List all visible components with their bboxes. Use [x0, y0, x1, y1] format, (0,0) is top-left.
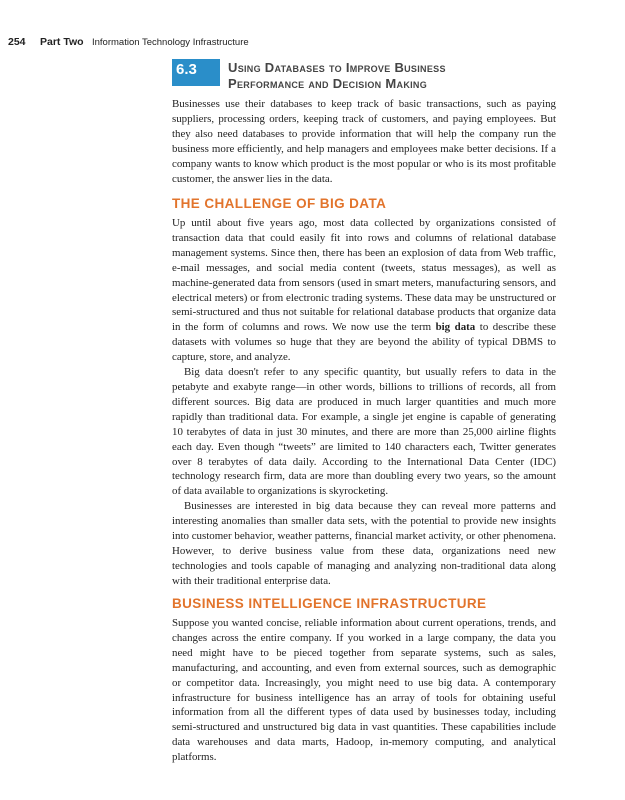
bi-paragraph-1: Suppose you wanted concise, reliable information about current operations, trends, and changes across the entire company. If you worked in a large company, the data you need might have to be pieced together from separate systems, such as sales, manufacturing, and accounting, and even from external sources, such as demographic or competitor data. Increasingly, you might need to use big data. A contemporary infrastructure for business intelligence has an array of tools for obtaining useful information from all the different types of data used by businesses today, including semi-structured and unstructured big data in vast quantities. These capabilities include data warehouses and data marts, Hadoop, in-memory computing, and analytical platforms. — [172, 617, 556, 764]
section-title-line-2: Performance and Decision Making — [228, 76, 428, 91]
page-number: 254 — [8, 36, 26, 48]
section-title — [228, 60, 548, 92]
section-number-badge: 6.3 — [172, 59, 220, 86]
section-title-line-1: Using Databases to Improve Business — [228, 60, 446, 75]
heading-bi-infrastructure: BUSINESS INTELLIGENCE INFRASTRUCTURE — [172, 596, 487, 611]
big-data-paragraph-2: Big data doesn't refer to any specific quantity, but usually refers to data in the petabyte and exabyte range—in other words, billions to trillions of records, all from different sources. Big data are produced in much larger quantities and much more rapidly than traditional data. For example, a single jet engine is capable of generating 10 terabytes of data in just 30 minutes, and there are more than 25,000 airline flights each day. Even though “tweets” are limited to 140 characters each, Twitter generates over 8 terabytes of data daily. According to the International Data Center (IDC) technology research firm, data are more than doubling every two years, so the amount of data available to organizations is skyrocketing. — [172, 366, 556, 498]
intro-paragraph — [172, 97, 556, 186]
key-term-big-data: big data — [435, 321, 476, 334]
big-data-p1-end: to describe these datasets with volumes so huge that they are beyond the ability of typical DBMS to capture, store, and analyze. — [172, 321, 556, 364]
bi-body — [172, 616, 556, 765]
intro-text: Businesses use their databases to keep track of basic transactions, such as paying suppliers, processing orders, keeping track of customers, and paying employees. But they also need databases to provide information that will help the company run the business more efficiently, and help managers and employees make better decisions. If a company wants to know which product is the most popular or who is its most profitable customer, the answer lies in the data. — [172, 98, 556, 185]
part-label: Part Two — [39, 36, 84, 48]
part-title: Information Technology Infrastructure — [92, 37, 249, 48]
big-data-paragraph-1 — [172, 216, 556, 365]
big-data-paragraph-3: Businesses are interested in big data because they can reveal more patterns and interesting anomalies than smaller data sets, with the potential to provide new insights into customer behavior, weather patterns, financial market activity, or other phenomena. However, to derive business value from these data, organizations need new technologies and tools capable of managing and analyzing non-traditional data along with their traditional enterprise data. — [172, 500, 556, 587]
big-data-p1-start: Up until about five years ago, most data collected by organizations consisted of transaction data that could easily fit into rows and columns of relational database management systems. Since then, there has been an explosion of data from Web traffic, e-mail messages, and social media content (tweets, status messages), as well as machine-generated data from sensors (used in smart meters, manufacturing sensors, and electrical meters) or from electronic trading systems. These data may be unstructured or semi-structured and thus not suitable for relational database products that organize data in the form of columns and rows. We now use the term — [172, 217, 556, 334]
big-data-body — [172, 216, 556, 589]
heading-big-data: THE CHALLENGE OF BIG DATA — [172, 196, 387, 211]
running-header — [8, 32, 249, 50]
